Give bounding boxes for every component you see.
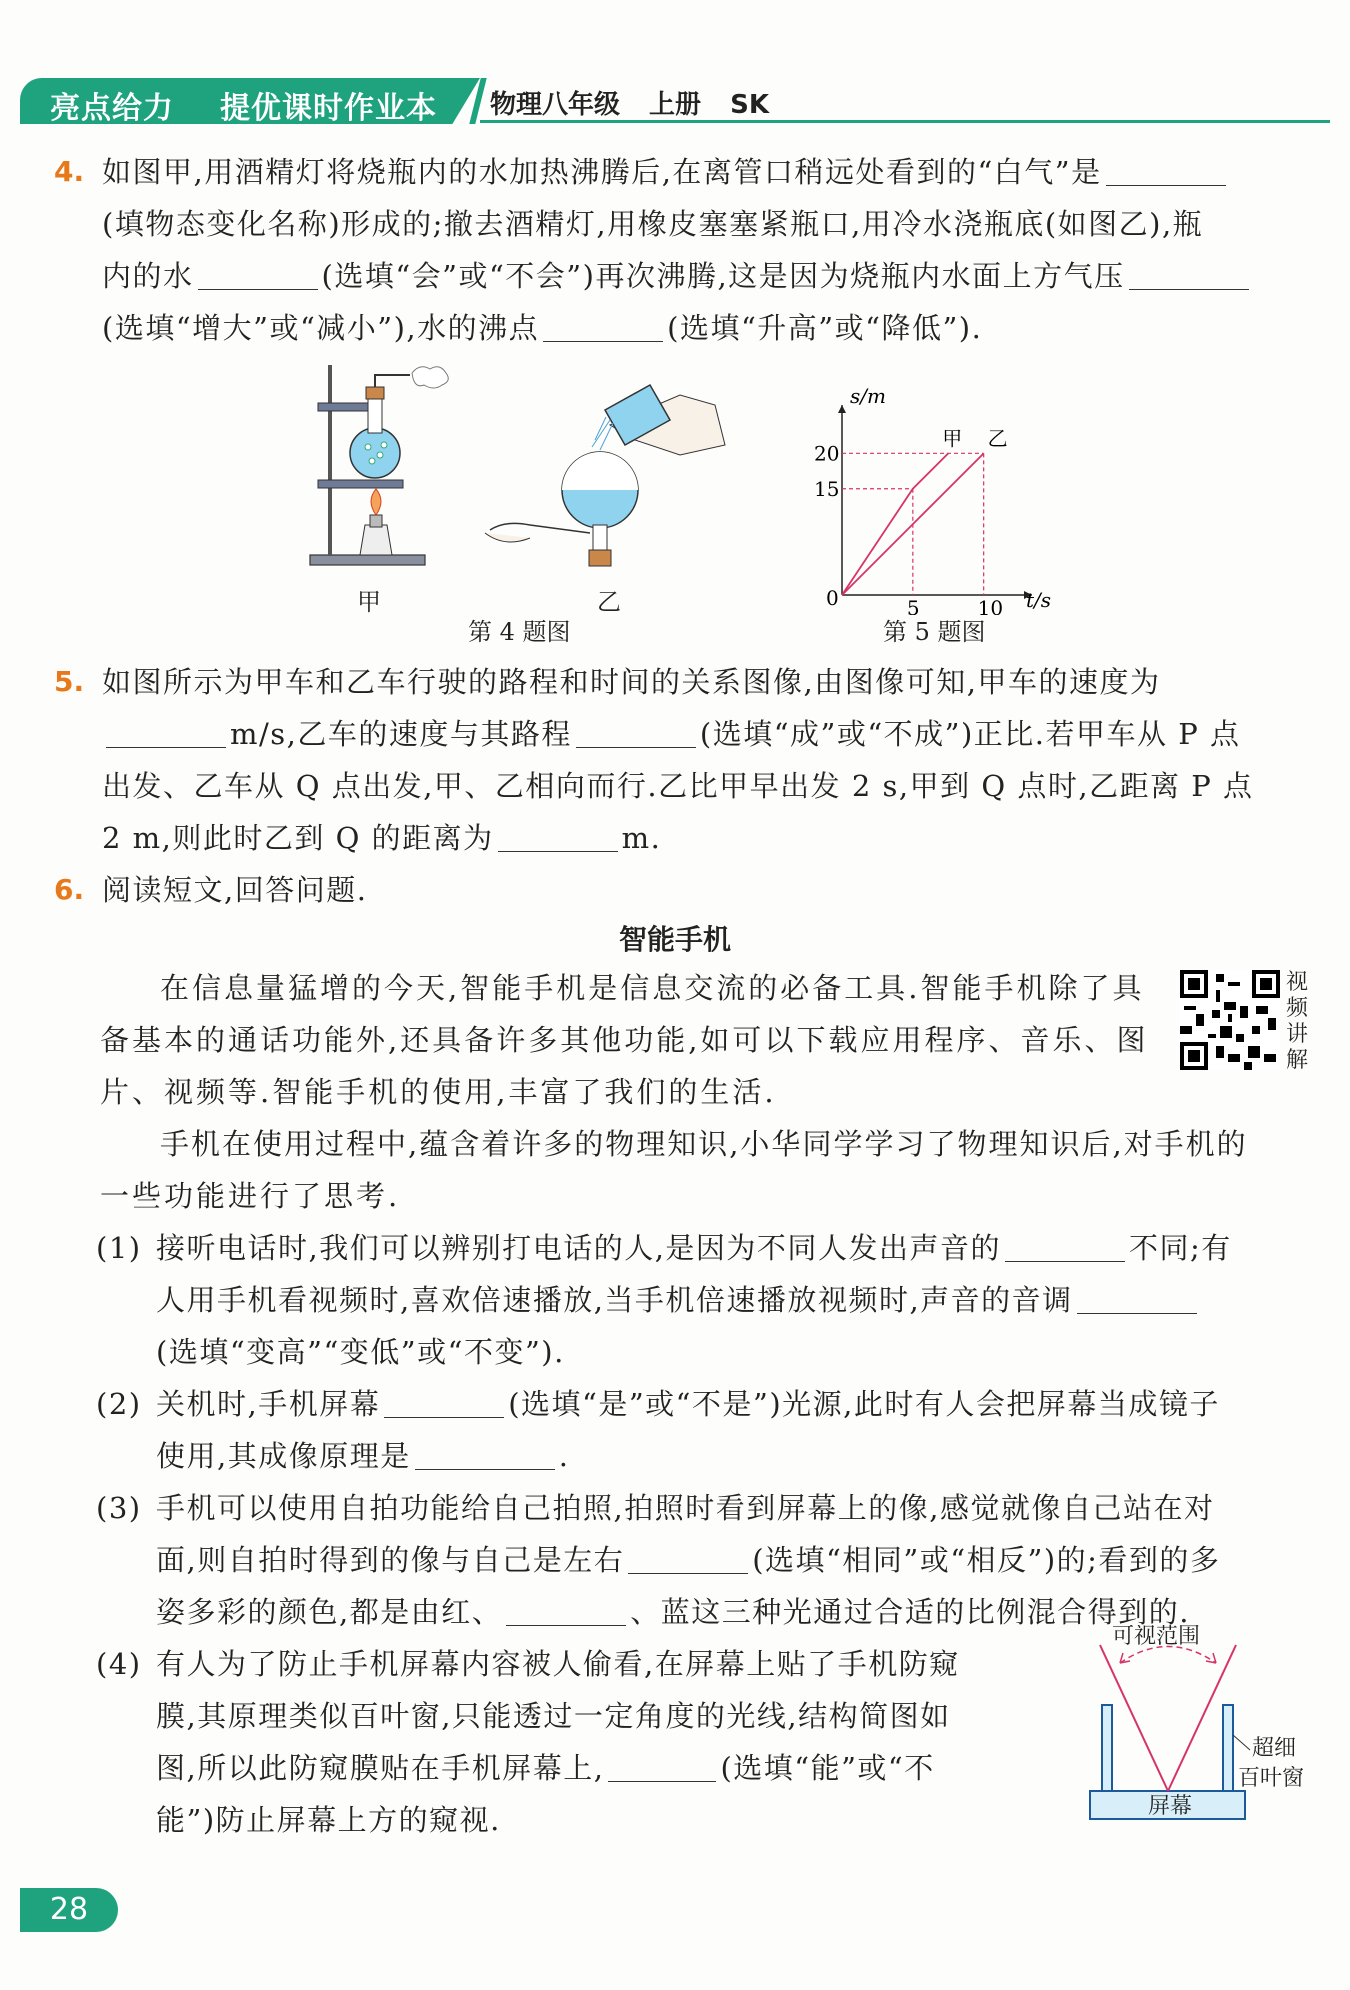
answer-blank[interactable] — [384, 1387, 504, 1418]
answer-blank[interactable] — [1106, 155, 1226, 186]
answer-blank[interactable] — [106, 717, 226, 748]
q4-line4: (选填“增大”或“减小”),水的沸点 (选填“升高”或“降低”). — [102, 311, 983, 345]
flask-heating-figure — [300, 355, 460, 605]
y-tick-label: 20 — [814, 441, 840, 466]
figure-label-jia: 甲 — [357, 588, 381, 616]
qr-code[interactable] — [1180, 970, 1280, 1070]
page-number: 28 — [20, 1888, 118, 1932]
q4-line3: 内的水 (选填“会”或“不会”)再次沸腾,这是因为烧瓶内水面上方气压 — [102, 250, 1312, 302]
question-6 — [56, 864, 1312, 916]
answer-blank[interactable] — [1129, 259, 1249, 290]
louver-label-2: 百叶窗 — [1238, 1766, 1305, 1791]
figure-5-caption: 第 5 题图 — [883, 618, 986, 646]
book-name: 提优课时作业本 — [220, 91, 437, 126]
answer-blank[interactable] — [1005, 1231, 1125, 1262]
qr-label: 视频讲解 — [1286, 970, 1309, 1073]
q6-intro: 阅读短文,回答问题. — [102, 873, 368, 907]
distance-time-chart — [800, 385, 1060, 615]
answer-blank[interactable] — [498, 821, 618, 852]
y-axis-label: s/m — [850, 385, 886, 408]
answer-blank[interactable] — [198, 259, 318, 290]
subquestion-1: (1) 接听电话时,我们可以辨别打电话的人,是因为不同人发出声音的 不同;有 人用手机看视频时,喜欢倍速播放,当手机倍速播放视频时,声音的音调 (选填“变高”“变低”或“不变”). — [96, 1231, 1232, 1369]
answer-blank[interactable] — [1077, 1283, 1197, 1314]
subquestion-4: (4) 有人为了防止手机屏幕内容被人偷看,在屏幕上贴了手机防窥 膜,其原理类似百叶窗,只能透过一定角度的光线,结构简图如 图,所以此防窥膜贴在手机屏幕上, (选填“能”或“不 能”)防止屏幕上方的窥视. — [96, 1647, 960, 1837]
privacy-film-figure — [1080, 1625, 1340, 1835]
paragraph-1-line2: 备基本的通话功能外,还具备许多其他功能,如可以下载应用程序、音乐、图 — [100, 1023, 1149, 1057]
series-line-1 — [842, 453, 948, 595]
series-label: 乙 — [987, 426, 1008, 451]
q5-line3: 出发、乙车从 Q 点出发,甲、乙相向而行.乙比甲早出发 2 s,甲到 Q 点时,乙距离 P 点 — [102, 769, 1254, 803]
louver-label-1: 超细 — [1252, 1736, 1297, 1761]
paragraph-1-line1: 在信息量猛增的今天,智能手机是信息交流的必备工具.智能手机除了具 — [160, 971, 1145, 1005]
x-tick-label: 10 — [977, 596, 1004, 615]
header-rule — [480, 120, 1330, 123]
question-number: 5. — [54, 665, 85, 698]
q4-line1: 如图甲,用酒精灯将烧瓶内的水加热沸腾后,在离管口稍远处看到的“白气”是 — [102, 146, 1312, 198]
figure-label-yi: 乙 — [597, 588, 621, 616]
x-tick-label: 5 — [906, 596, 920, 615]
question-4 — [56, 146, 1312, 354]
answer-blank[interactable] — [628, 1543, 748, 1574]
question-number: 6. — [54, 873, 85, 906]
answer-blank[interactable] — [543, 311, 663, 342]
q5-line2: m/s,乙车的速度与其路程 (选填“成”或“不成”)正比.若甲车从 P 点 — [102, 708, 1312, 760]
answer-blank[interactable] — [608, 1751, 716, 1782]
answer-blank[interactable] — [415, 1439, 555, 1470]
view-range-label: 可视范围 — [1112, 1625, 1201, 1649]
paragraph-2-line2: 一些功能进行了思考. — [100, 1179, 401, 1213]
q5-line4: 2 m,则此时乙到 Q 的距离为 m. — [102, 821, 662, 855]
y-tick-label: 15 — [814, 476, 840, 501]
subquestion-2: (2) 关机时,手机屏幕 (选填“是”或“不是”)光源,此时有人会把屏幕当成镜子 使用,其成像原理是 . — [96, 1387, 1220, 1473]
answer-blank[interactable] — [506, 1595, 626, 1626]
x-axis-label: t/s — [1026, 588, 1052, 612]
subject-grade: 物理八年级 上册 SK — [490, 90, 769, 120]
subquestion-3: (3) 手机可以使用自拍功能给自己拍照,拍照时看到屏幕上的像,感觉就像自己站在对 面,则自拍时得到的像与自己是左右 (选填“相同”或“相反”)的;看到的多 姿多彩的颜色,都是由红、 、蓝这三种光通过合适的比例混合得到的. — [96, 1491, 1221, 1629]
page-header — [20, 78, 1330, 126]
screen-label: 屏幕 — [1148, 1794, 1193, 1819]
question-number: 4. — [54, 155, 85, 188]
origin-label: 0 — [826, 586, 839, 610]
series-label: 甲 — [942, 426, 963, 451]
y-axis-arrow — [838, 405, 846, 413]
paragraph-1-line3: 片、视频等.智能手机的使用,丰富了我们的生活. — [100, 1075, 777, 1109]
paragraph-2-line1: 手机在使用过程中,蕴含着许多的物理知识,小华同学学习了物理知识后,对手机的 — [160, 1127, 1248, 1161]
article-title: 智能手机 — [618, 923, 731, 956]
series-name: 亮点给力 — [50, 91, 174, 126]
question-5 — [56, 656, 1312, 864]
flask-cooling-figure — [480, 365, 740, 575]
figure-4-caption: 第 4 题图 — [468, 618, 571, 646]
q4-line2: (填物态变化名称)形成的;撤去酒精灯,用橡皮塞塞紧瓶口,用冷水浇瓶底(如图乙),瓶 — [102, 207, 1204, 241]
answer-blank[interactable] — [576, 717, 696, 748]
q5-line1: 如图所示为甲车和乙车行驶的路程和时间的关系图像,由图像可知,甲车的速度为 — [102, 665, 1161, 699]
